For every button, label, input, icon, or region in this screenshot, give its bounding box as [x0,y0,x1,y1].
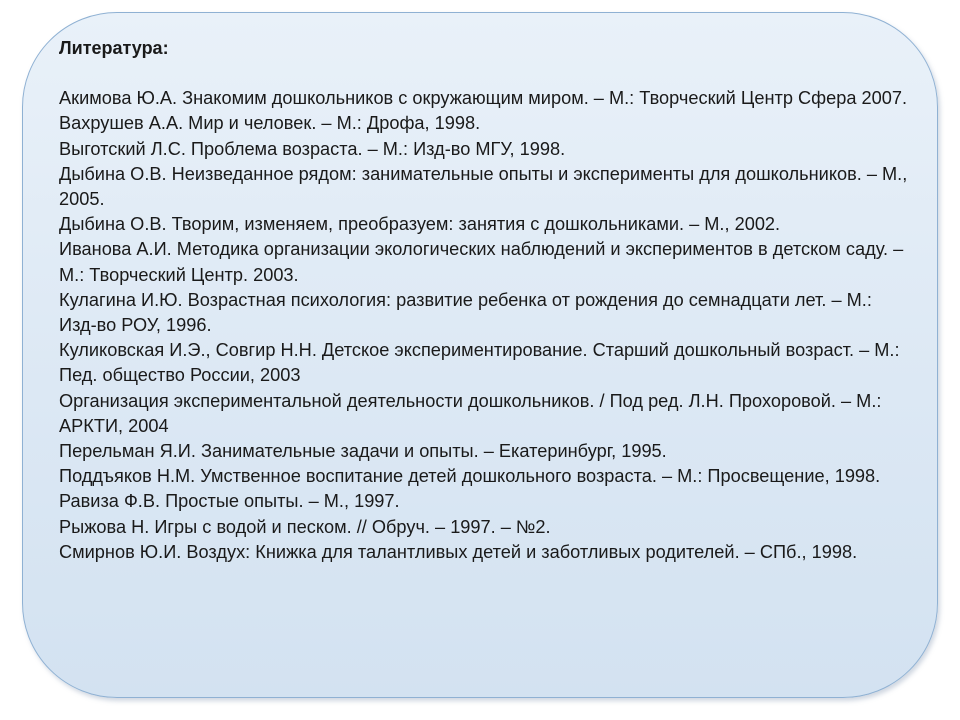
reference-item: Иванова А.И. Методика организации экологических наблюдений и экспериментов в детском саду. – М.: Творческий Центр. 2003. [59,239,904,285]
reference-item: Дыбина О.В. Неизведанное рядом: занимательные опыты и эксперименты для дошкольников. – М., 2005. [59,163,908,209]
bibliography [59,36,909,565]
reference-item: Вахрушев А.А. Мир и человек. – М.: Дрофа, 1998. [59,113,481,134]
reference-item: Кулагина И.Ю. Возрастная психология: развитие ребенка от рождения до семнадцати лет. – М.: Изд-во РОУ, 1996. [59,289,872,336]
reference-list [59,86,909,565]
reference-item: Перельман Я.И. Занимательные задачи и опыты. – Екатеринбург, 1995. [59,441,667,462]
reference-item: Выготский Л.С. Проблема возраста. – М.: Изд-во МГУ, 1998. [59,138,566,159]
reference-item: Рыжова Н. Игры с водой и песком. // Обруч. – 1997. – №2. [59,516,551,537]
bibliography-heading: Литература: [59,38,169,58]
reference-item: Организация экспериментальной деятельности дошкольников. / Под ред. Л.Н. Прохоровой. – М.: АРКТИ, 2004 [59,390,882,436]
reference-item: Смирнов Ю.И. Воздух: Книжка для талантливых детей и заботливых родителей. – СПб., 1998. [59,541,858,562]
reference-item: Дыбина О.В. Творим, изменяем, преобразуем: занятия с дошкольниками. – М., 2002. [59,214,781,235]
reference-item: Равиза Ф.В. Простые опыты. – М., 1997. [59,491,400,512]
reference-item: Куликовская И.Э., Совгир Н.Н. Детское экспериментирование. Старший дошкольный возраст. – М.: Пед. общество России, 2003 [59,340,900,386]
blank-line [59,61,909,86]
reference-item: Поддъяков Н.М. Умственное воспитание детей дошкольного возраста. – М.: Просвещение, 1998. [59,466,881,487]
reference-item: Акимова Ю.А. Знакомим дошкольников с окружающим миром. – М.: Творческий Центр Сфера 2007. [59,88,908,109]
